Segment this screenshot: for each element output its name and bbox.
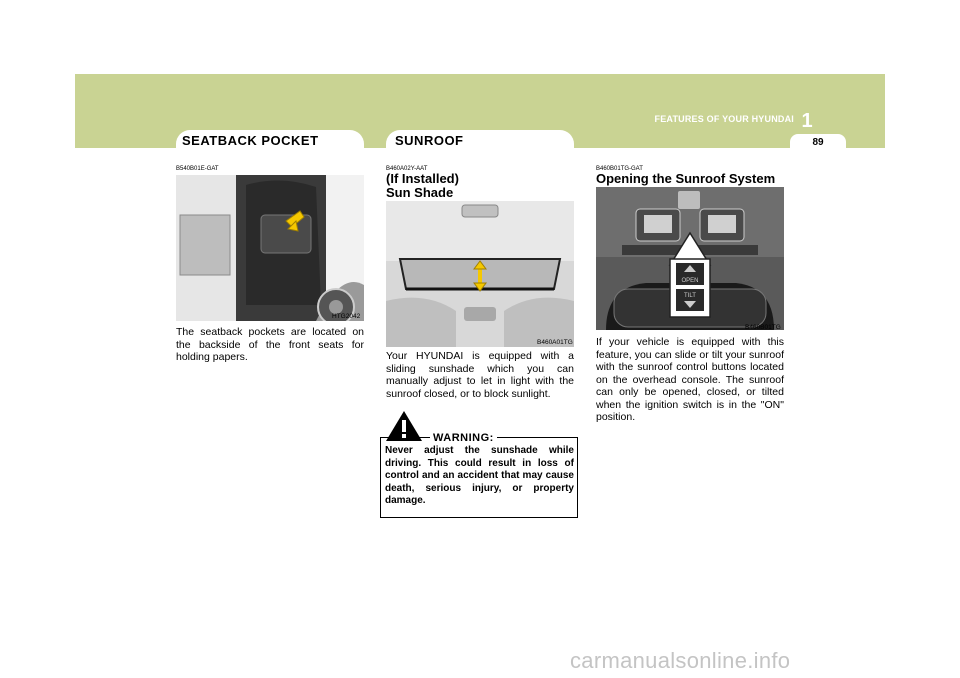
opening-photo-code: B460B01TG <box>745 324 781 331</box>
sunshade-body: Your HYUNDAI is equipped with a sliding sunshade which you can manually adjust to let in light with the sunroof closed, or to block sunlight. <box>386 350 574 400</box>
sunroof-section-title: SUNROOF <box>395 133 464 148</box>
chapter-title: FEATURES OF YOUR HYUNDAI <box>654 114 794 124</box>
tilt-button-label: TILT <box>684 293 696 299</box>
warning-triangle-icon <box>384 409 424 443</box>
seatback-photo <box>176 175 364 321</box>
sunshade-photo <box>386 201 574 347</box>
chapter-number: 1 <box>801 110 813 132</box>
sunshade-subhead-line2: Sun Shade <box>386 185 454 200</box>
seatback-photo-code: HTG2042 <box>332 313 361 320</box>
sunroof-console-photo <box>596 187 784 330</box>
sunshade-photo-code: B460A01TG <box>537 339 573 346</box>
opening-subhead: Opening the Sunroof System <box>596 171 776 186</box>
warning-text: Never adjust the sunshade while driving. This could result in loss of control and an accident that may cause death, serious injury, or property damage. <box>385 445 574 506</box>
sunshade-code: B460A02Y-AAT <box>386 166 428 172</box>
opening-code: B460B01TG-GAT <box>596 166 643 172</box>
seatback-code: B540B01E-GAT <box>176 166 219 172</box>
watermark: carmanualsonline.info <box>570 648 791 673</box>
opening-body: If your vehicle is equipped with this feature, you can slide or tilt your sunroof with the sunroof control buttons located on the overhead console. The sunroof can only be opened, closed, or tilted when the ignition switch is in the "ON" position. <box>596 336 784 423</box>
seatback-section-title: SEATBACK POCKET <box>182 133 319 148</box>
warning-title: WARNING: <box>430 432 497 444</box>
open-button-label: OPEN <box>681 278 699 284</box>
seatback-body: The seatback pockets are located on the backside of the front seats for holding papers. <box>176 326 364 363</box>
page-number: 89 <box>812 137 824 148</box>
sunshade-subhead-line1: (If Installed) <box>386 171 459 186</box>
